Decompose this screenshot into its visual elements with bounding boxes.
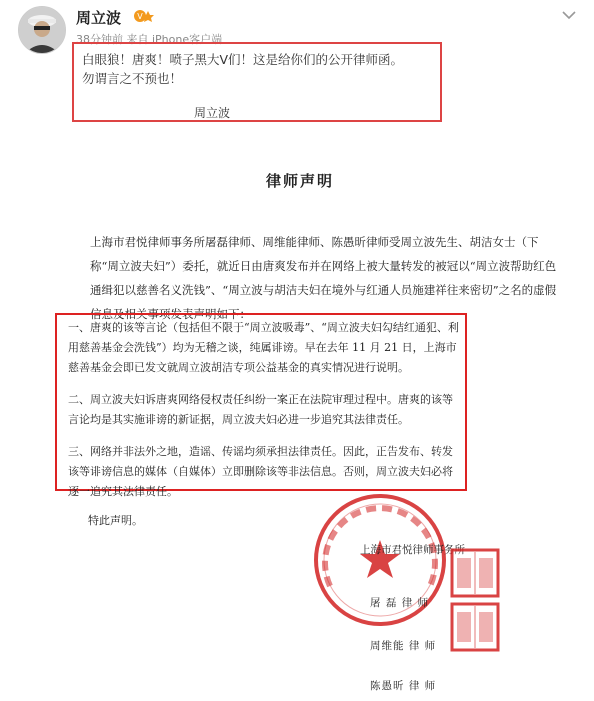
post-signature: 周立波 [194,106,231,120]
firm-name: 上海市君悦律师事务所 [360,544,465,556]
avatar[interactable] [18,6,66,54]
square-seal-stamp [450,602,500,652]
lawyer-title: 律 师 [408,680,437,692]
lawyer-name: 周维能 [370,640,405,652]
closing-line: 特此声明。 [88,514,143,527]
post-meta: 38分钟前 来自 iPhone客户端 [76,33,223,46]
statement-point-1: 一、唐爽的该等言论（包括但不限于“周立波吸毒”、“周立波夫妇勾结红通犯、利用慈善基金会洗钱”）均为无稽之谈，纯属诽谤。早在去年 11 月 21 日，上海市慈善基金会即已发文就周立波胡洁专项公益基金的真实情况进行说明。 [68,321,459,374]
lawyer-row [370,678,436,693]
avatar-photo [19,7,65,53]
lawyer-row [370,638,436,653]
square-seal-stamp [450,548,500,598]
document-intro: 上海市君悦律师事务所屠磊律师、周维能律师、陈愚昕律师受周立波先生、胡洁女士（下称“周立波夫妇”）委托，就近日由唐爽发布并在网络上被大量转发的被冠以“周立波帮助红色通缉犯以慈善名义洗钱”、“周立波与胡洁夫妇在境外与红通人员施建祥往来密切”之名的虚假信息及相关事项发表声明如下： [90,235,557,321]
svg-text:V: V [137,12,143,21]
lawyer-title: 律 师 [408,640,437,652]
document-title: 律师声明 [265,172,334,190]
statement-point-2: 二、周立波夫妇诉唐爽网络侵权责任纠纷一案正在法院审理过程中。唐爽的该等言论均是其实施诽谤的新证据，周立波夫妇必进一步追究其法律责任。 [68,393,453,426]
statement-point-3: 三、网络并非法外之地，造谣、传谣均须承担法律责任。因此，正告发布、转发该等诽谤信息的媒体（自媒体）立即删除该等非法信息。否则，周立波夫妇必将逐一追究其法律责任。 [68,445,453,498]
vip-badge-icon [134,8,154,24]
username[interactable]: 周立波 [76,9,122,27]
lawyer-name: 陈愚昕 [370,680,405,692]
lawyer-statement-image[interactable] [30,130,570,690]
lawyer-title: 律 师 [401,597,430,609]
post-line-2: 勿谓言之不预也！ [82,71,183,86]
chevron-down-icon[interactable] [562,10,576,20]
lawyer-row [370,595,429,610]
lawyer-name: 屠 磊 [370,597,398,609]
post-line-1: 白眼狼！唐爽！喷子黑大V们！这是给你们的公开律师函。 [82,52,404,67]
post-text-box [72,42,442,122]
